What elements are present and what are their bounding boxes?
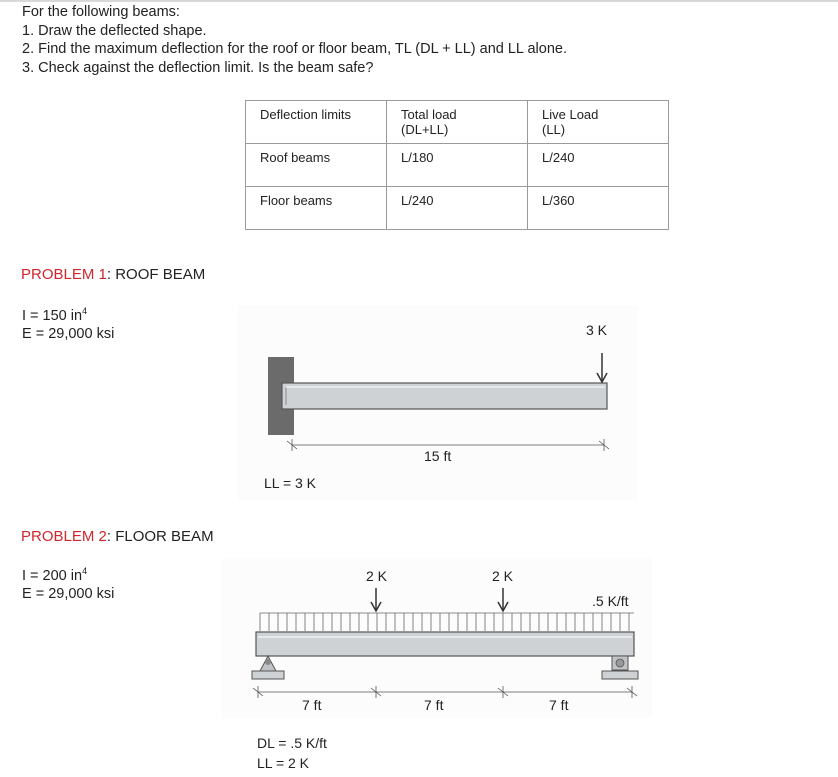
live-load-label: LL = 3 K bbox=[264, 475, 317, 491]
point-load-label-1: 2 K bbox=[366, 568, 388, 584]
deflection-limits-table bbox=[245, 100, 669, 230]
step-2: 2. Find the maximum deflection for the roof or floor beam, TL (DL + LL) and LL alone. bbox=[22, 41, 567, 57]
instructions bbox=[22, 3, 567, 77]
step-1: 1. Draw the deflected shape. bbox=[22, 22, 207, 39]
distributed-load-label: .5 K/ft bbox=[592, 593, 629, 609]
span-label-15ft: 15 ft bbox=[424, 448, 452, 464]
table-row bbox=[246, 144, 669, 187]
table-cell: L/180 bbox=[387, 144, 528, 187]
moment-of-inertia: I = 150 $in^4$ bbox=[22, 306, 88, 324]
table-cell: Roof beams bbox=[246, 144, 387, 187]
top-divider bbox=[0, 0, 838, 2]
span-label-2: 7 ft bbox=[424, 697, 444, 713]
simply-supported-beam-diagram bbox=[222, 558, 652, 718]
problem-1-heading bbox=[21, 266, 205, 283]
table-cell: L/240 bbox=[528, 144, 669, 187]
point-load-label-2: 2 K bbox=[492, 568, 514, 584]
problem-1-number: PROBLEM 1 bbox=[21, 266, 107, 283]
span-label-3: 7 ft bbox=[549, 697, 569, 713]
elastic-modulus: E = 29,000 ksi bbox=[22, 326, 115, 342]
moment-of-inertia: I = 200 $in^4$ bbox=[22, 566, 88, 584]
instructions-heading: For the following beams: bbox=[22, 4, 180, 20]
table-header-row bbox=[246, 101, 669, 144]
table-row bbox=[246, 187, 669, 230]
problem-2-number: PROBLEM 2 bbox=[21, 528, 107, 545]
problem-2-title: : FLOOR BEAM bbox=[106, 528, 214, 545]
span-label-1: 7 ft bbox=[302, 697, 322, 713]
problem-1-title: : ROOF BEAM bbox=[106, 266, 206, 283]
elastic-modulus: E = 29,000 ksi bbox=[22, 586, 115, 602]
problem-2-properties bbox=[22, 562, 114, 603]
floor-beam bbox=[256, 632, 634, 656]
problem-1-properties bbox=[22, 302, 114, 343]
table-cell: Floor beams bbox=[246, 187, 387, 230]
dead-load-label: DL = .5 K/ft bbox=[257, 735, 327, 751]
load-label-3k: 3 K bbox=[586, 322, 608, 338]
table-cell: L/240 bbox=[387, 187, 528, 230]
header-cell: Deflection limits bbox=[246, 101, 387, 144]
live-load-label: LL = 2 K bbox=[257, 755, 310, 771]
header-cell: Total load (DL+LL) bbox=[387, 101, 528, 144]
table-cell: L/360 bbox=[528, 187, 669, 230]
problem-2-heading bbox=[21, 528, 214, 545]
step-3: 3. Check against the deflection limit. Is the beam safe? bbox=[22, 59, 374, 76]
cantilever-beam-diagram bbox=[238, 305, 638, 500]
header-cell: Live Load (LL) bbox=[528, 101, 669, 144]
